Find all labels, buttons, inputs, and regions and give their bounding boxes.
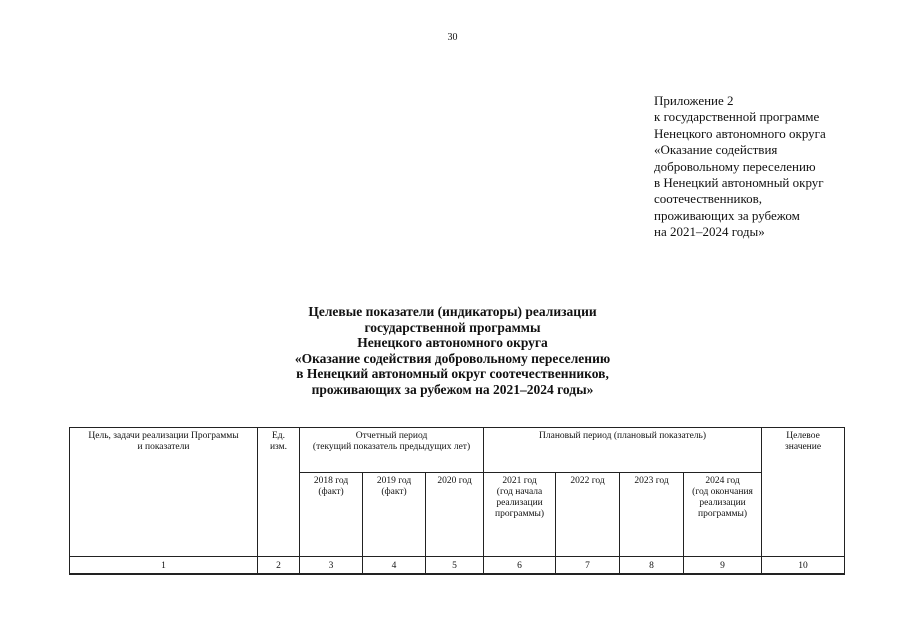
year-line: 2022 год [570,476,605,486]
year-line: программы) [698,509,748,519]
column-number-row [70,557,845,575]
year-line: (год окончания [692,487,753,497]
column-number: 9 [684,557,762,575]
header-target-line: Целевое [786,431,820,441]
appendix-line: добровольному переселению [654,158,816,174]
header-unit-line: изм. [269,442,288,452]
appendix-reference [654,93,894,241]
header-reporting-line: Отчетный период [355,431,428,441]
header-year-2021 [484,473,556,557]
title-line: проживающих за рубежом на 2021–2024 годы» [311,381,594,397]
year-line: (факт) [381,487,407,497]
appendix-line: «Оказание содействия [654,142,778,158]
column-number: 2 [258,557,300,575]
title-line: государственной программы [364,319,541,335]
title-line: «Оказание содействия добровольному переселению [294,350,611,366]
header-year-2023 [620,473,684,557]
header-year-2018 [300,473,363,557]
column-number: 3 [300,557,363,575]
header-reporting-line: (текущий показатель предыдущих лет) [312,442,471,452]
year-line: 2021 год [502,476,537,486]
column-number: 4 [363,557,426,575]
column-number: 1 [70,557,258,575]
year-line: (факт) [318,487,344,497]
year-line: 2019 год [376,476,412,486]
header-year-2022 [556,473,620,557]
year-line: 2020 год [437,476,472,486]
appendix-line: соотечественников, [654,191,763,207]
year-line: 2024 год [705,476,740,486]
column-number: 7 [556,557,620,575]
header-year-2019 [363,473,426,557]
appendix-line: к государственной программе [654,109,820,125]
column-number: 6 [484,557,556,575]
header-unit [258,428,300,557]
appendix-line: проживающих за рубежом [654,207,800,223]
year-line: программы) [495,509,545,519]
title-line: в Ненецкий автономный округ соотечественников, [296,366,609,381]
appendix-line: в Ненецкий автономный округ [654,175,824,191]
header-year-2024 [684,473,762,557]
header-year-2020 [426,473,484,557]
appendix-line: на 2021–2024 годы» [654,224,765,240]
year-line: 2023 год [634,476,669,486]
year-line: реализации [496,498,543,508]
title-line: Ненецкого автономного округа [357,335,548,350]
year-line: реализации [699,498,746,508]
column-number: 8 [620,557,684,575]
header-target-line: значение [785,442,822,452]
header-planned-period [484,428,762,473]
page-number: 30 [447,32,458,43]
header-target [762,428,845,557]
column-number: 5 [426,557,484,575]
column-number: 10 [762,557,845,575]
indicators-table [69,427,845,575]
header-reporting-period [300,428,484,473]
header-goal-line: Цель, задачи реализации Программы [88,431,239,441]
year-line: (год начала [496,487,543,497]
header-unit-line: Ед. [271,431,285,441]
header-planned-line: Плановый период (плановый показатель) [539,431,707,441]
title-line: Целевые показатели (индикаторы) реализации [308,304,597,319]
appendix-line: Приложение 2 [654,93,734,108]
header-goal [70,428,258,557]
header-goal-line: и показатели [137,442,190,452]
appendix-line: Ненецкого автономного округа [654,125,826,141]
year-line: 2018 год [313,476,349,486]
document-title [0,304,905,397]
